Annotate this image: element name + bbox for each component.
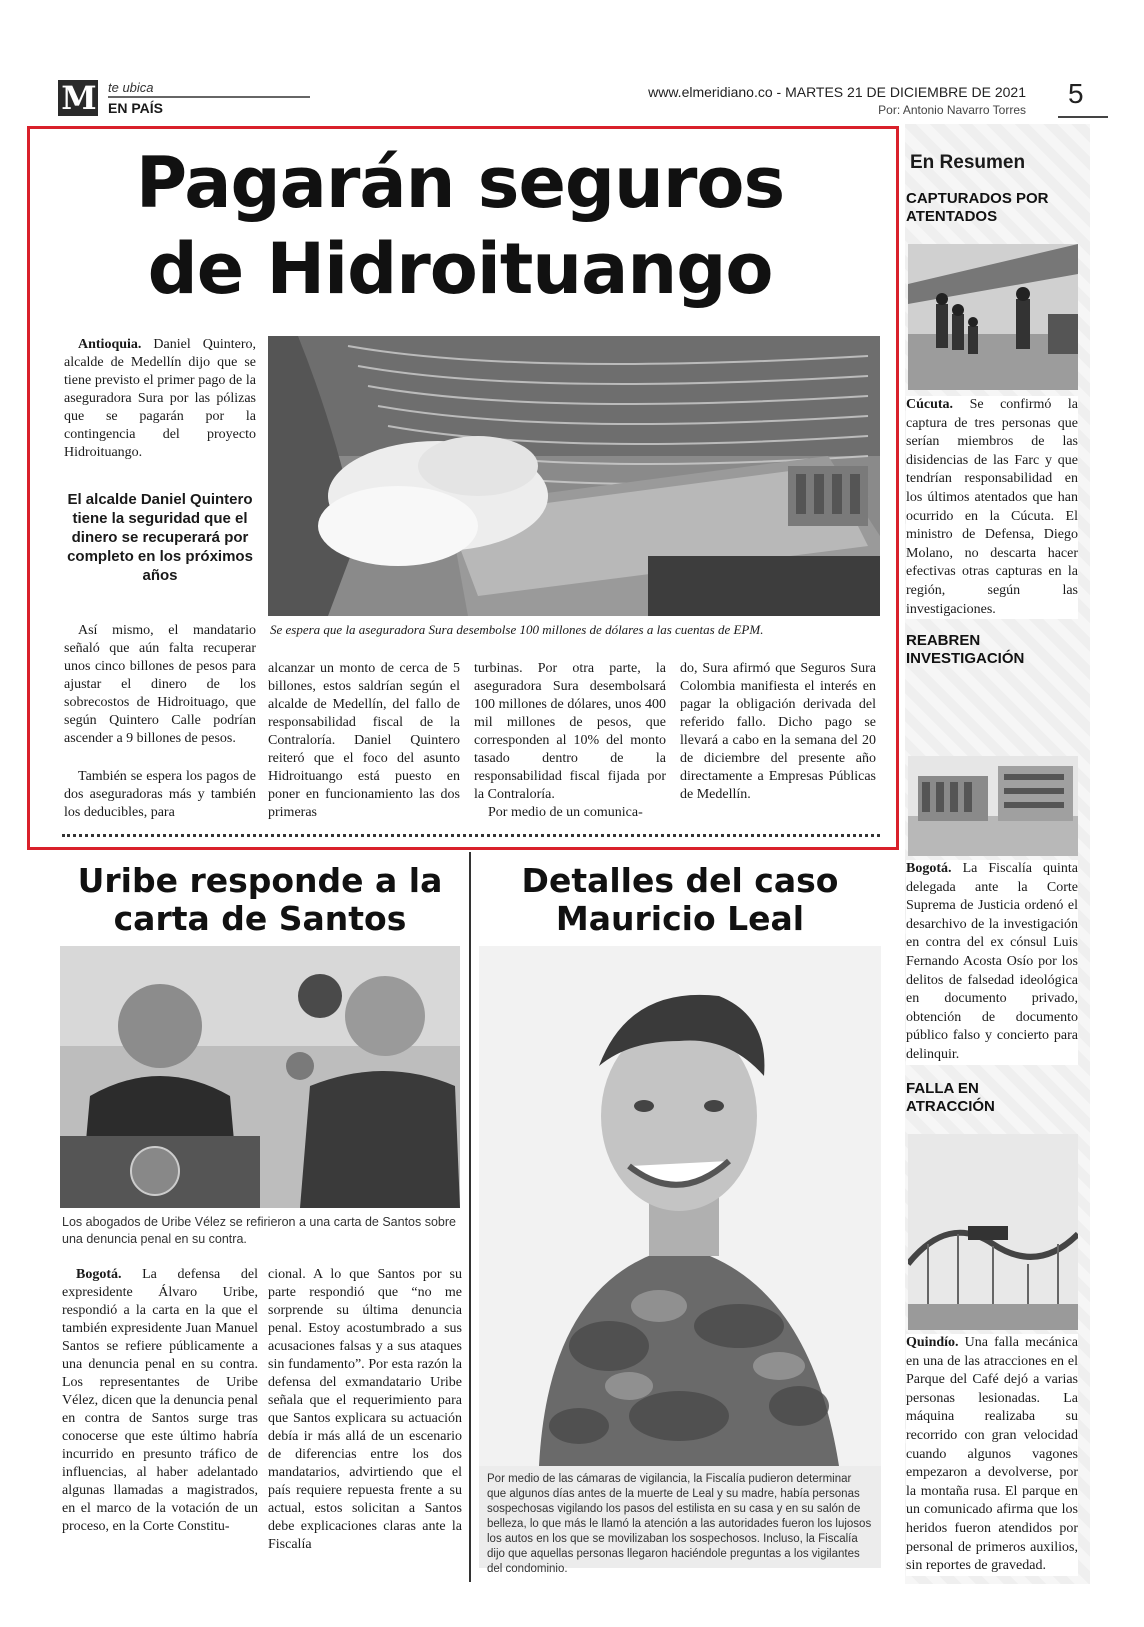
story-end-rule [62, 834, 880, 838]
uribe-lead-place: Bogotá. [76, 1267, 122, 1282]
section-kicker: te ubica [108, 80, 154, 95]
sidebar-item2-photo [908, 756, 1078, 856]
main-lead-paragraph [64, 336, 256, 462]
leal-photo-caption: Por medio de las cámaras de vigilancia, la Fiscalía pudieron determinar que algunos días antes de la muerte de Leal y su madre, había personas sospechosas vigilando los pasos del estilista en su casa y en su salón de belleza, lo que más le llamó la atención a las autoridades fueron los lujosos los autos en los que se movilizaban los sospechosos. Incluso, la Fiscalía dijo que aquellas personas llegaron haciéndole preguntas a los vigilantes del condominio. [479, 1466, 881, 1568]
leal-headline [479, 862, 881, 938]
column-divider [469, 852, 471, 1582]
sidebar-item1-text [906, 396, 1078, 619]
main-col4: do, Sura afirmó que Seguros Sura Colombia manifiesta el interés en pagar la obligación derivada del referido fallo. Dicho pago se llevará a cabo en la semana del 20 de diciembre del presente año directamente a Empresas Públicas de Medellín. [680, 661, 876, 802]
header-rule [108, 96, 310, 98]
main-lead-text: Daniel Quintero, alcalde de Medellín dijo que se tiene previsto el primer pago de la aseguradora Sura por las pólizas que se pagarán por la contingencia del proyecto Hidroituango. [64, 337, 256, 460]
uribe-photo-caption: Los abogados de Uribe Vélez se refirieron a una carta de Santos sobre una denuncia penal en su contra. [62, 1215, 456, 1246]
uribe-col1-text: La defensa del expresidente Álvaro Uribe, respondió a la carta en la que el también expresidente Juan Manuel Santos se refiere públicamente a una denuncia penal en su contra. Los representantes de Uribe Vélez, dicen que la denuncia penal en contra de Santos surge tras conocerse que este último habría incurrido en presunto tráfico de influencias, al haber adelantado algunas llamadas a magistrados, en el marco de la votación de un proceso, en la Corte Constitu- [62, 1267, 258, 1534]
mauricio-leal-photo [479, 946, 881, 1466]
sidebar-item3-body: Una falla mecánica en una de las atracciones en el Parque del Café dejó a varias personas lesionadas. La máquina realizaba su recorrido con gran velocidad cuando algunos vagones empezaron a devolverse, por la montaña rusa. El parque en un comunicado afirma que los heridos fueron atendidos por personal de primeros auxilios, sin reportes de gravedad. [906, 1335, 1078, 1574]
sidebar-item3-headline: FALLA EN ATRACCIÓN [906, 1080, 995, 1115]
uribe-col2: cional. A lo que Santos por su parte respondió que “no me sorprende su última denuncia penal. Estoy acostumbrado a sus acusaciones falsas y a sus ataques sin fundamento”. Por esta razón la defensa del exmandatario Uribe señala que el requerimiento para que Santos explicara su actuación debía ir más allá de un escenario de diferencias entre los dos mandatarios, advirtiendo que el país requiere repuesta frente a su actual, estos solicitan a Santos debe explicaciones claras ante la Fiscalía [268, 1267, 462, 1552]
uribe-col1 [62, 1266, 258, 1536]
main-col1-p1: Así mismo, el mandatario señaló que aún falta recuperar unos cinco billones de pesos para ajustar el dinero de los sobrecostos de Hidroituago, que según Quintero Calle podrían ascender a 9 billones de pesos. [64, 623, 256, 746]
uribe-headline [60, 862, 460, 938]
byline: Por: Antonio Navarro Torres [878, 103, 1026, 117]
main-headline-line2: de Hidroituango [147, 228, 773, 310]
sidebar-item3-text [906, 1334, 1078, 1576]
uribe-headline-line2: carta de Santos [113, 899, 407, 938]
leal-headline-line1: Detalles del caso [521, 861, 839, 900]
uribe-santos-photo [60, 946, 460, 1208]
sidebar-title: En Resumen [910, 152, 1026, 173]
sidebar-item1-place: Cúcuta. [906, 397, 954, 412]
sidebar-item1-photo [908, 244, 1078, 390]
sidebar-item2-body: La Fiscalía quinta delegada ante la Corte Suprema de Justicia ordenó el desarchivo de la investigación en contra del ex cónsul Luis Fernando Acosta Osío por los delitos de falsedad ideológica en documento privado, obtención de documento público falso y concierto para delinquir. [906, 861, 1078, 1062]
sidebar-item2-place: Bogotá. [906, 861, 952, 876]
section-name: EN PAÍS [108, 100, 163, 116]
dam-photo-caption: Se espera que la aseguradora Sura desembolse 100 millones de dólares a las cuentas de EPM. [270, 622, 764, 637]
main-headline [40, 140, 880, 312]
page-number: 5 [1068, 78, 1084, 109]
main-headline-line1: Pagarán seguros [135, 142, 785, 224]
page-number-rule [1058, 116, 1108, 118]
dateline: www.elmeridiano.co - MARTES 21 DE DICIEMBRE DE 2021 [648, 84, 1026, 100]
main-pullquote: El alcalde Daniel Quintero tiene la seguridad que el dinero se recuperará por completo en los próximos años [67, 491, 253, 584]
sidebar-item3-photo [908, 1134, 1078, 1330]
leal-headline-line2: Mauricio Leal [555, 899, 805, 938]
sidebar-item3-place: Quindío. [906, 1335, 959, 1350]
hidroituango-dam-photo [268, 336, 880, 616]
main-col1-p2: También se espera los pagos de dos aseguradoras más y también los deducibles, para [64, 769, 256, 820]
main-col3-p2: Por medio de un comunica- [488, 805, 643, 820]
sidebar-item1-headline: CAPTURADOS POR ATENTADOS [906, 190, 1049, 225]
sidebar-item1-body: Se confirmó la captura de tres personas que serían miembros de las disidencias de las Farc y que tendrían responsabilidad en los últimos atentados que han ocurrido en la Cúcuta. El ministro de Defensa, Diego Molano, no descarta hacer efectivas otras capturas en la región, según las investigaciones. [906, 397, 1078, 617]
main-col2: alcanzar un monto de cerca de 5 billones, estos saldrían según el alcalde de Medellín, del fallo de responsabilidad fiscal de la Contraloría. Daniel Quintero reiteró que el foco del asunto Hidroituango está puesto en poner en funcionamiento las dos primeras [268, 661, 460, 820]
sidebar-item2-text [906, 860, 1078, 1065]
newspaper-logo: M [58, 80, 98, 116]
uribe-headline-line1: Uribe responde a la [77, 861, 443, 900]
sidebar-item2-headline: REABREN INVESTIGACIÓN [906, 632, 1025, 667]
main-lead-place: Antioquia. [78, 337, 142, 352]
main-col3-p1: turbinas. Por otra parte, la aseguradora Sura desembolsará 100 millones de dólares, unos 400 mil millones de pesos, que corresponden al 10% del monto tasado dentro de la responsabilidad fiscal fijada por la Contraloría. [474, 661, 666, 802]
